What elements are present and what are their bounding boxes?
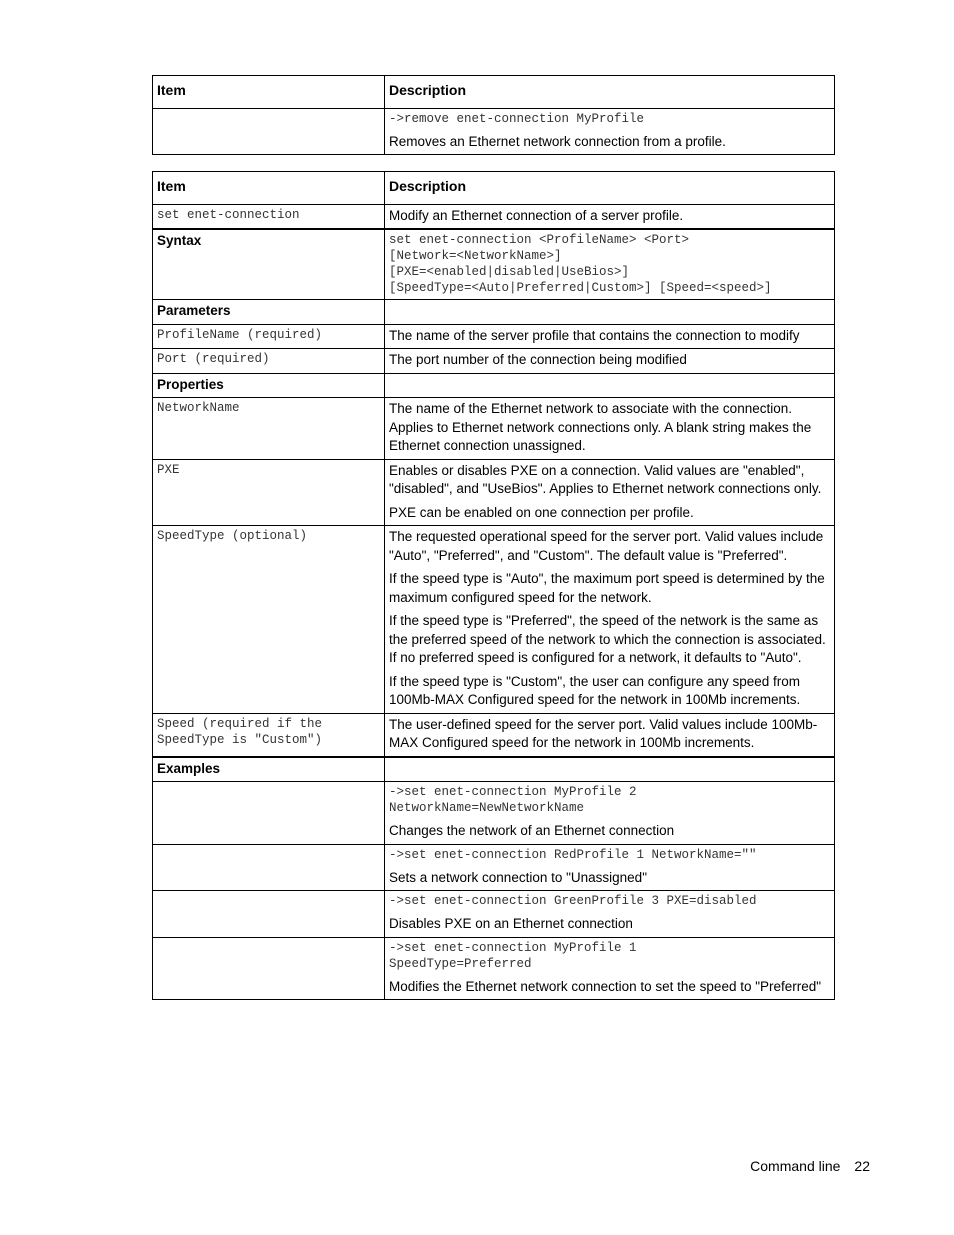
example-cell (385, 782, 835, 845)
parameters-label: Parameters (153, 300, 385, 325)
example-cell (385, 844, 835, 891)
syntax-row (153, 229, 835, 300)
item-column-header: Item (153, 76, 385, 109)
empty-cell (385, 373, 835, 398)
example-cell (385, 937, 835, 1000)
properties-label: Properties (153, 373, 385, 398)
property-row (153, 526, 835, 714)
property-name: Speed (required if the SpeedType is "Custom") (153, 713, 385, 757)
table-row (153, 108, 835, 155)
syntax-code: set enet-connection <ProfileName> <Port> [Network=<NetworkName>] [PXE=<enabled|disabled|UseBios>] [SpeedType=<Auto|Preferred|Custom>] [Speed=<speed>] (389, 233, 772, 295)
example-cell (385, 891, 835, 938)
example-row (153, 844, 835, 891)
example-description: Modifies the Ethernet network connection to set the speed to "Preferred" (389, 978, 822, 994)
empty-cell (385, 757, 835, 782)
example-command: ->remove enet-connection MyProfile (389, 111, 645, 126)
example-command: ->set enet-connection GreenProfile 3 PXE=disabled (389, 894, 757, 908)
parameter-name: ProfileName (required) (153, 324, 385, 349)
property-description (385, 459, 835, 526)
empty-cell (385, 300, 835, 325)
properties-section-row (153, 373, 835, 398)
description-paragraph: The requested operational speed for the server port. Valid values include "Auto", "Preferred", and "Custom". The default value is "Preferred". (389, 529, 824, 563)
example-description: Disables PXE on an Ethernet connection (389, 916, 633, 931)
example-command: ->set enet-connection MyProfile 2 NetworkName=NewNetworkName (389, 785, 637, 815)
description-paragraph: The name of the Ethernet network to associate with the connection. Applies to Ethernet network connections only. A blank string makes the Ethernet connection unassigned. (389, 401, 812, 453)
page-footer (750, 1158, 870, 1174)
description-paragraph: If the speed type is "Auto", the maximum port speed is determined by the maximum configured speed for the network. (389, 571, 825, 605)
empty-cell (153, 891, 385, 938)
syntax-cell (385, 229, 835, 300)
property-row (153, 713, 835, 757)
description-paragraph: Enables or disables PXE on a connection. Valid values are "enabled", "disabled", and "UseBios". Applies to Ethernet network connections only. (389, 462, 822, 496)
table-header-row (153, 76, 835, 109)
examples-section-row (153, 757, 835, 782)
parameter-description: The port number of the connection being modified (385, 349, 835, 374)
description-paragraph: If the speed type is "Custom", the user can configure any speed from 100Mb-MAX Configured speed for the network in 100Mb increments. (389, 673, 801, 707)
property-row (153, 398, 835, 460)
example-description: Sets a network connection to "Unassigned" (389, 869, 647, 885)
parameter-description: The name of the server profile that contains the connection to modify (385, 324, 835, 349)
description-paragraph: If the speed type is "Preferred", the speed of the network is the same as the preferred speed of the network to which the connection is associated. If no preferred speed is configured for a network, it defaults to "Auto". (389, 613, 826, 665)
parameter-row (153, 349, 835, 374)
example-row (153, 891, 835, 938)
property-name: NetworkName (153, 398, 385, 460)
property-description (385, 713, 835, 757)
remove-enet-connection-table (152, 75, 835, 155)
property-row (153, 459, 835, 526)
command-name: set enet-connection (153, 204, 385, 229)
example-command: ->set enet-connection MyProfile 1 SpeedType=Preferred (389, 940, 637, 971)
description-cell (385, 108, 835, 155)
command-description: Modify an Ethernet connection of a server profile. (385, 204, 835, 229)
example-description: Removes an Ethernet network connection from a profile. (389, 133, 726, 149)
example-row (153, 937, 835, 1000)
set-enet-connection-table (152, 171, 835, 1000)
parameter-row (153, 324, 835, 349)
empty-cell (153, 844, 385, 891)
description-column-header: Description (385, 172, 835, 205)
property-description (385, 526, 835, 714)
description-paragraph: PXE can be enabled on one connection per profile. (389, 504, 694, 520)
parameters-section-row (153, 300, 835, 325)
item-column-header: Item (153, 172, 385, 205)
table-header-row (153, 172, 835, 205)
property-description (385, 398, 835, 460)
parameter-name: Port (required) (153, 349, 385, 374)
example-row (153, 782, 835, 845)
footer-section-title: Command line (750, 1158, 841, 1174)
example-description: Changes the network of an Ethernet connection (389, 823, 675, 838)
description-paragraph: The user-defined speed for the server port. Valid values include 100Mb-MAX Configured speed for the network in 100Mb increments. (389, 716, 818, 750)
empty-cell (153, 782, 385, 845)
description-column-header: Description (385, 76, 835, 109)
example-command: ->set enet-connection RedProfile 1 NetworkName="" (389, 847, 757, 862)
page-number: 22 (854, 1158, 870, 1174)
empty-cell (153, 937, 385, 1000)
item-cell (153, 108, 385, 155)
syntax-label: Syntax (153, 229, 385, 300)
property-name: SpeedType (optional) (153, 526, 385, 714)
examples-label: Examples (153, 757, 385, 782)
command-row (153, 204, 835, 229)
property-name: PXE (153, 459, 385, 526)
